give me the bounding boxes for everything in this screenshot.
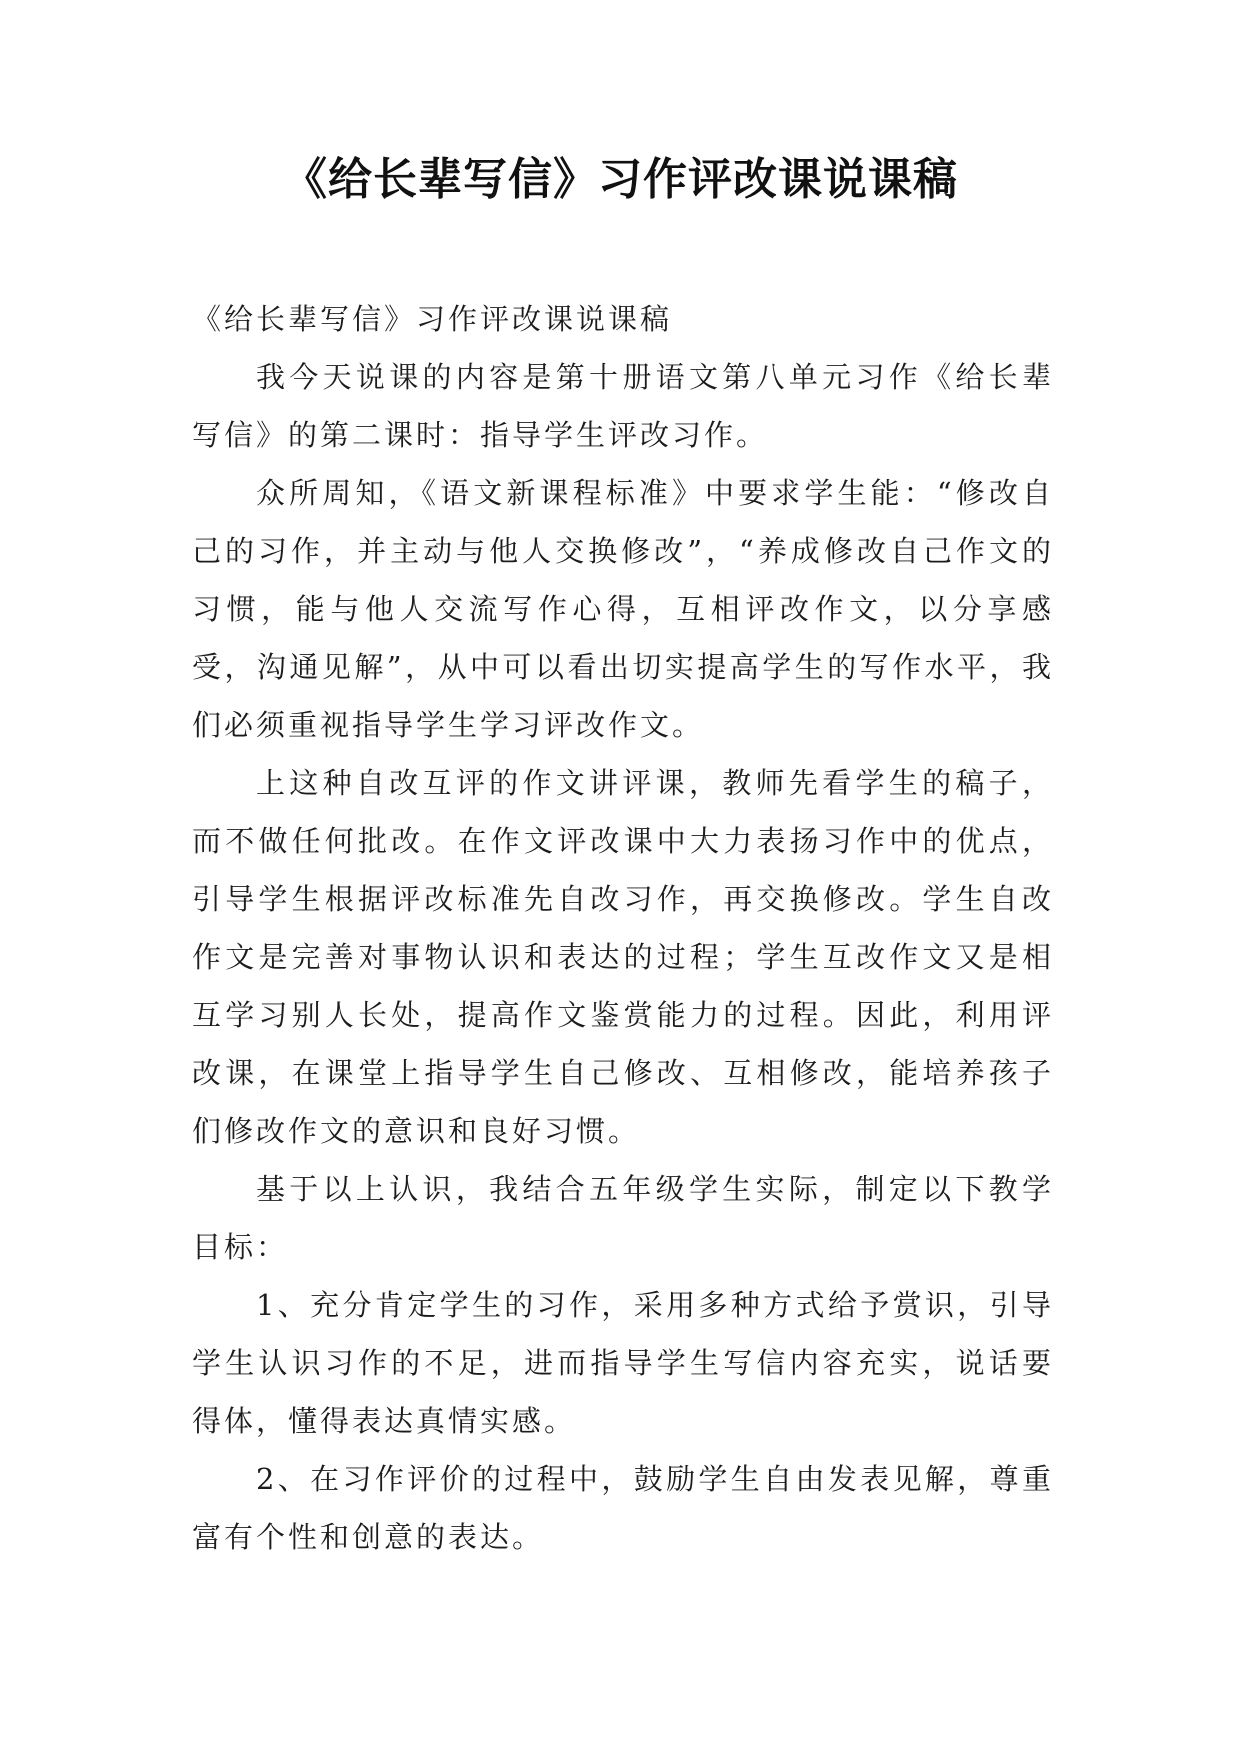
document-subtitle: 《给长辈写信》习作评改课说课稿 — [192, 302, 673, 336]
document-body — [192, 290, 1054, 1566]
paragraph-objective-2: 2、在习作评价的过程中，鼓励学生自由发表见解，尊重富有个性和创意的表达。 — [192, 1462, 1054, 1554]
paragraph-objectives-intro: 基于以上认识，我结合五年级学生实际，制定以下教学目标： — [192, 1172, 1054, 1264]
paragraph-intro: 我今天说课的内容是第十册语文第八单元习作《给长辈写信》的第二课时：指导学生评改习作。 — [192, 360, 1054, 452]
paragraph-curriculum-standard: 众所周知，《语文新课程标准》中要求学生能：“修改自己的习作，并主动与他人交换修改”，“养成修改自己作文的习惯，能与他人交流写作心得，互相评改作文，以分享感受，沟通见解”，从中可以看出切实提高学生的写作水平，我们必须重视指导学生学习评改作文。 — [192, 476, 1054, 742]
paragraph-peer-review: 上这种自改互评的作文讲评课，教师先看学生的稿子，而不做任何批改。在作文评改课中大力表扬习作中的优点，引导学生根据评改标准先自改习作，再交换修改。学生自改作文是完善对事物认识和表达的过程；学生互改作文又是相互学习别人长处，提高作文鉴赏能力的过程。因此，利用评改课，在课堂上指导学生自己修改、互相修改，能培养孩子们修改作文的意识和良好习惯。 — [192, 766, 1054, 1148]
document-title: 《给长辈写信》习作评改课说课稿 — [283, 154, 958, 205]
paragraph-objective-1: 1、充分肯定学生的习作，采用多种方式给予赏识，引导学生认识习作的不足，进而指导学生写信内容充实，说话要得体，懂得表达真情实感。 — [192, 1288, 1054, 1438]
